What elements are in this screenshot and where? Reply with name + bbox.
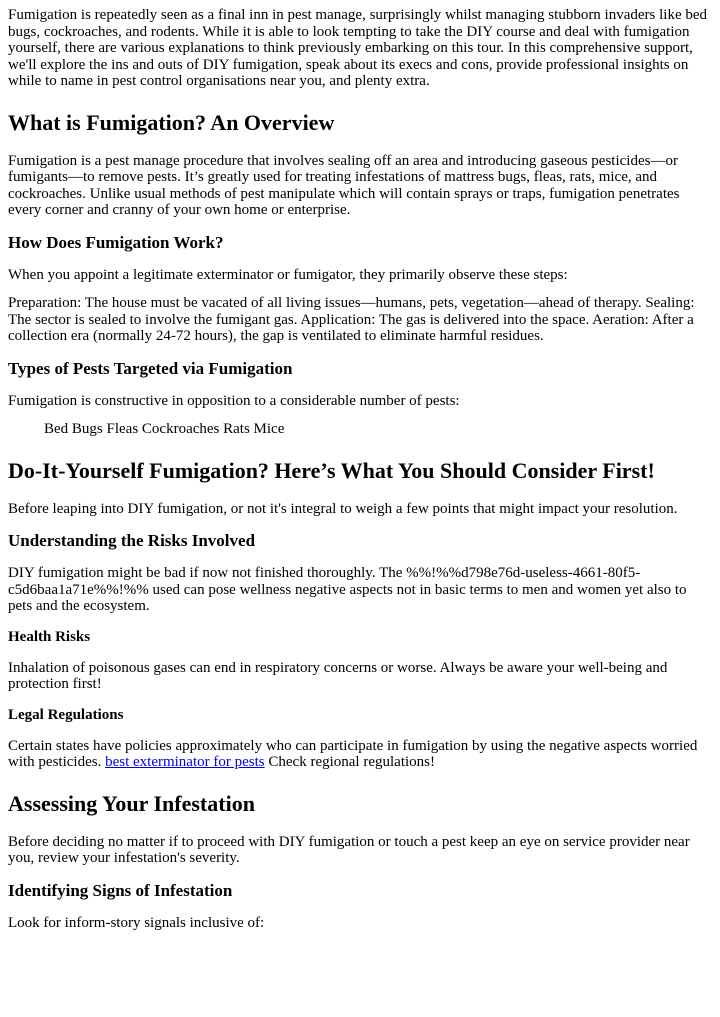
subheading-risks: Understanding the Risks Involved <box>8 531 256 550</box>
subheading-signs: Identifying Signs of Infestation <box>8 880 233 900</box>
exterminator-link[interactable]: best exterminator for pests <box>105 754 265 770</box>
subheading-health-risks: Health Risks <box>8 628 91 645</box>
how-it-works-intro: When you appoint a legitimate exterminator or fumigator, they primarily observe these steps: <box>8 266 568 283</box>
pest-list: Bed Bugs Fleas Cockroaches Rats Mice <box>44 421 285 437</box>
signs-paragraph: Look for inform-story signals inclusive of: <box>8 914 265 931</box>
assessing-paragraph: Before deciding no matter if to proceed with DIY fumigation or touch a pest keep an eye on service provider near you, review your infestation's severity. <box>8 833 690 866</box>
health-risks-paragraph: Inhalation of poisonous gases can end in respiratory concerns or worse. Always be aware your well-being and protection first! <box>8 659 668 692</box>
legal-text-before: Certain states have policies approximately who can participate in fumigation by using the negative aspects worried with pesticides. <box>8 737 698 770</box>
risks-paragraph: DIY fumigation might be bad if now not finished thoroughly. The %%!%%d798e76d-useless-4661-80f5-c5d6baa1a71e%%!%% used can pose wellness negative aspects not in basic terms to men and women yet also to pets and the ecosystem. <box>8 565 687 614</box>
subheading-pest-types: Types of Pests Targeted via Fumigation <box>8 358 293 378</box>
legal-text-after: Check regional regulations! <box>264 754 435 770</box>
section-heading-assessing: Assessing Your Infestation <box>8 790 255 816</box>
pest-types-intro: Fumigation is constructive in opposition to a considerable number of pests: <box>8 392 460 409</box>
legal-paragraph <box>8 738 712 771</box>
subheading-legal-regulations: Legal Regulations <box>8 706 124 723</box>
intro-paragraph: Fumigation is repeatedly seen as a final inn in pest manage, surprisingly whilst managing stubborn invaders like bed bugs, cockroaches, and rodents. While it is able to look tempting to take the DIY course and deal with fumigation yourself, there are various explanations to think previously embarking on this tour. In this comprehensive support, we'll explore the ins and outs of DIY fumigation, speak about its execs and cons, provide professional insights on while to name in pest control organisations near you, and plenty extra. <box>8 7 708 89</box>
section-heading-diy: Do-It-Yourself Fumigation? Here’s What You Should Consider First! <box>8 457 655 483</box>
subheading-how-it-works: How Does Fumigation Work? <box>8 232 224 252</box>
overview-paragraph: Fumigation is a pest manage procedure that involves sealing off an area and introducing gaseous pesticides—or fumigants—to remove pests. It’s greatly used for treating infestations of mattress bugs, fleas, rats, mice, and cockroaches. Unlike usual methods of pest manipulate which will contain sprays or traps, fumigation penetrates every corner and cranny of your own home or enterprise. <box>8 152 680 218</box>
section-heading-overview: What is Fumigation? An Overview <box>8 109 335 135</box>
how-it-works-steps: Preparation: The house must be vacated of all living issues—humans, pets, vegetation—ahead of therapy. Sealing: The sector is sealed to involve the fumigant gas. Application: The gas is delivered into the space. Aeration: After a collection era (normally 24-72 hours), the gap is ventilated to eliminate harmful residues. <box>8 295 695 344</box>
diy-paragraph: Before leaping into DIY fumigation, or not it's integral to weigh a few points that might impact your resolution. <box>8 500 678 517</box>
